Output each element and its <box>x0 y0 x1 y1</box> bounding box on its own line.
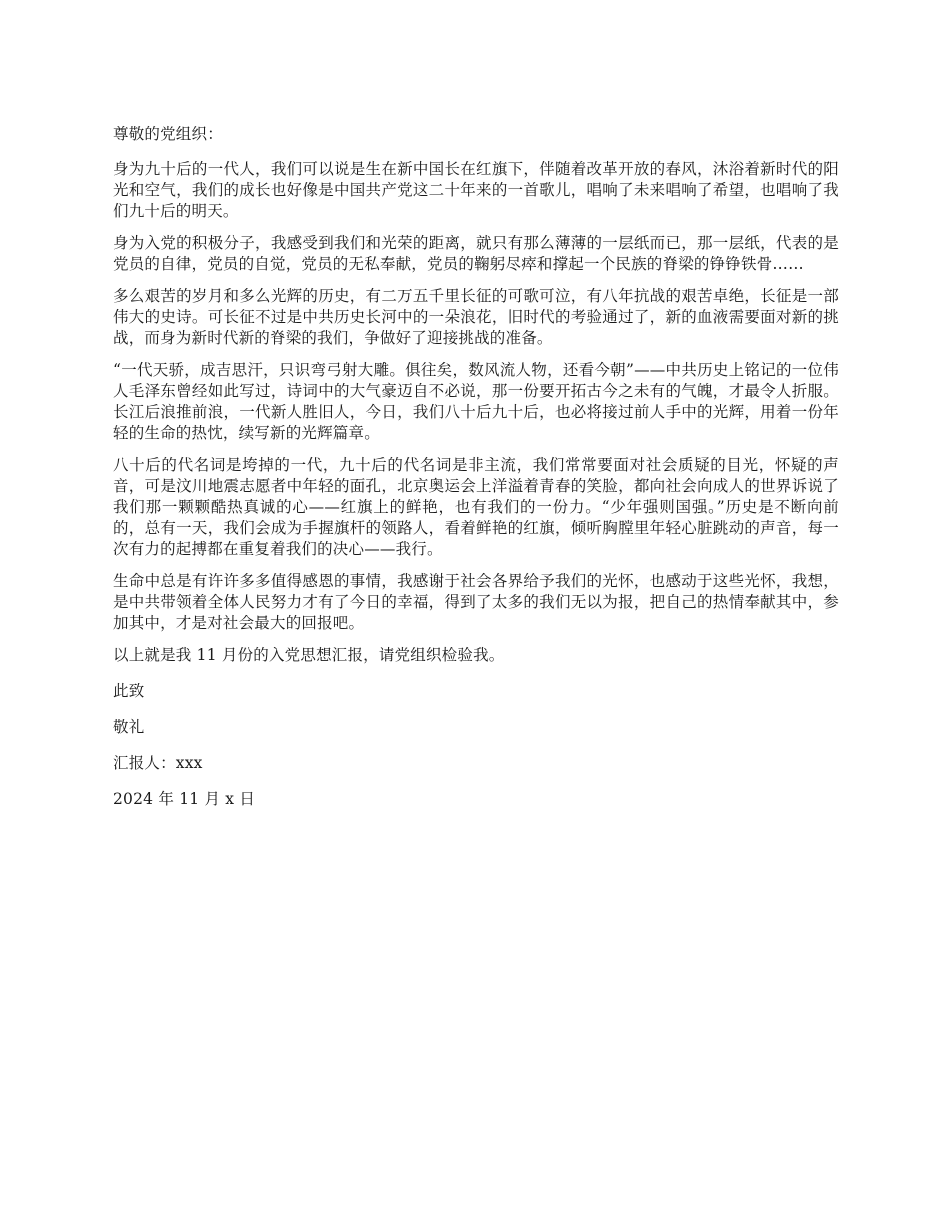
paragraph-2: 身为入党的积极分子，我感受到我们和光荣的距离，就只有那么薄薄的一层纸而已，那一层纸，代表的是党员的自律，党员的自觉，党员的无私奉献，党员的鞠躬尽瘁和撑起一个民族的脊梁的铮铮铁骨…… <box>113 234 839 273</box>
paragraph-5: 八十后的代名词是垮掉的一代，九十后的代名词是非主流，我们常常要面对社会质疑的目光，怀疑的声音，可是汶川地震志愿者中年轻的面孔，北京奥运会上洋溢着青春的笑脸，都向社会向成人的世界诉说了我们那一颗颗酷热真诚的心——红旗上的鲜艳，也有我们的一份力。“少年强则国强。”历史是不断向前的，总有一天，我们会成为手握旗杆的领路人，看着鲜艳的红旗，倾听胸膛里年轻心脏跳动的声音，每一次有力的起搏都在重复着我们的决心——我行。 <box>113 456 839 558</box>
paragraph-4: “一代天骄，成吉思汗，只识弯弓射大雕。俱往矣，数风流人物，还看今朝”——中共历史上铭记的一位伟人毛泽东曾经如此写过，诗词中的大气豪迈自不必说，那一份要开拓古今之未有的气魄，才最令人折服。长江后浪推前浪，一代新人胜旧人，今日，我们八十后九十后，也必将接过前人手中的光辉，用着一份年轻的生命的热忱，续写新的光辉篇章。 <box>113 361 839 442</box>
closing-line-2: 敬礼 <box>113 718 145 736</box>
paragraph-6: 生命中总是有许许多多值得感恩的事情，我感谢于社会各界给予我们的光怀，也感动于这些光怀，我想，是中共带领着全体人民努力才有了今日的幸福，得到了太多的我们无以为报，把自己的热情奉献其中，参加其中，才是对社会最大的回报吧。 <box>113 572 839 632</box>
reporter-signature: 汇报人：xxx <box>113 754 203 772</box>
report-date: 2024 年 11 月 x 日 <box>113 790 256 808</box>
paragraph-7: 以上就是我 11 月份的入党思想汇报，请党组织检验我。 <box>113 646 505 664</box>
paragraph-3: 多么艰苦的岁月和多么光辉的历史，有二万五千里长征的可歌可泣，有八年抗战的艰苦卓绝，长征是一部伟大的史诗。可长征不过是中共历史长河中的一朵浪花，旧时代的考验通过了，新的血液需要面对新的挑战，而身为新时代新的脊梁的我们，争做好了迎接挑战的准备。 <box>113 287 839 347</box>
closing-line-1: 此致 <box>113 682 145 700</box>
letter-document <box>113 124 839 825</box>
paragraph-1: 身为九十后的一代人，我们可以说是生在新中国长在红旗下，伴随着改革开放的春风，沐浴着新时代的阳光和空气，我们的成长也好像是中国共产党这二十年来的一首歌儿，唱响了未来唱响了希望，也唱响了我们九十后的明天。 <box>113 160 839 220</box>
salutation: 尊敬的党组织： <box>113 125 223 143</box>
